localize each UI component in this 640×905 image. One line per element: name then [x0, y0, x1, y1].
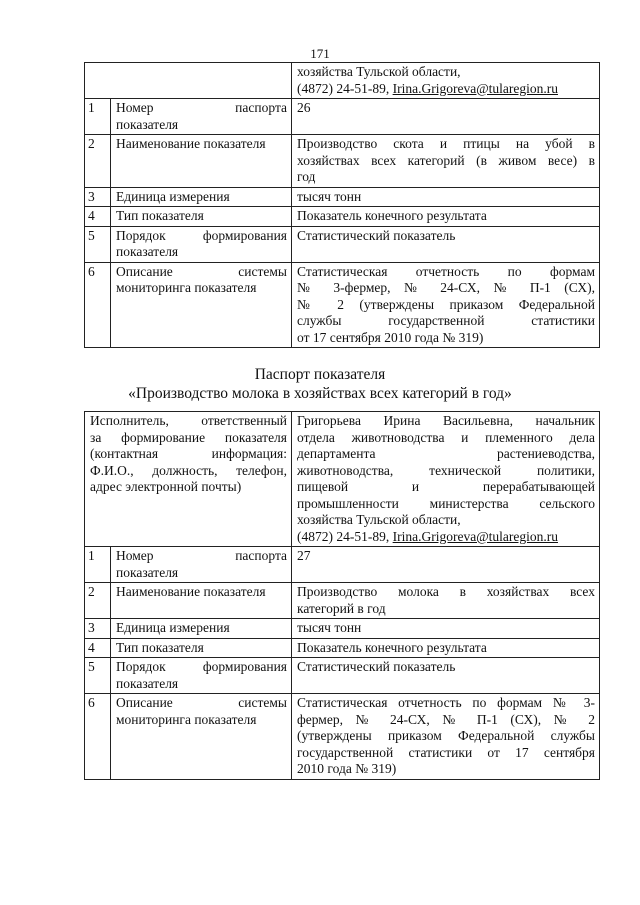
label-line: показателя [116, 564, 179, 580]
contact-line: животноводства, технической политики, [297, 462, 595, 478]
row-label [111, 262, 292, 348]
value-line: год [297, 169, 316, 184]
row-number: 3 [85, 619, 111, 639]
value-line: 26 [297, 100, 311, 115]
row-label [111, 187, 292, 207]
row-label [111, 99, 292, 135]
row-number: 4 [85, 207, 111, 227]
contact-line: хозяйства Тульской области, [297, 64, 461, 79]
label-line: Ф.И.О., должность, телефон, [90, 462, 288, 478]
label-line: мониторинга показателя [116, 280, 257, 295]
row-value [292, 207, 600, 227]
table-row [85, 262, 600, 348]
value-line: тысяч тонн [297, 620, 362, 635]
label-line: Наименование показателя [116, 136, 266, 151]
label-line: Описание системы [116, 263, 287, 279]
row-label [111, 619, 292, 639]
row-number: 2 [85, 583, 111, 619]
contact-email-link[interactable]: Irina.Grigoreva@tularegion.ru [392, 528, 558, 544]
row-value [292, 658, 600, 694]
row-value [292, 547, 600, 583]
row-number: 3 [85, 187, 111, 207]
label-line: Номер паспорта [116, 100, 287, 115]
table-row [85, 547, 600, 583]
contact-line: департамента растениеводства, [297, 446, 595, 461]
label-line: показателя [116, 244, 179, 259]
row-label [111, 658, 292, 694]
row-value [292, 226, 600, 262]
row-number: 6 [85, 694, 111, 780]
indicator-passport-table-26 [84, 62, 600, 348]
value-line: категорий в год [297, 600, 386, 616]
value-line: фермер, № 24-СХ, № П-1 (СХ), № 2 [297, 711, 595, 727]
executor-contact-cell [292, 412, 600, 547]
row-number: 1 [85, 547, 111, 583]
table-row [85, 583, 600, 619]
table-row [85, 135, 600, 188]
table-row [85, 207, 600, 227]
row-value [292, 583, 600, 619]
contact-line: отдела животноводства и племенного дела [297, 429, 595, 445]
table-row [85, 187, 600, 207]
value-line: тысяч тонн [297, 188, 362, 204]
row-value [292, 262, 600, 348]
contact-email-link[interactable]: Irina.Grigoreva@tularegion.ru [392, 80, 558, 96]
label-line: Порядок формирования [116, 659, 288, 674]
value-line: службы государственной статистики [297, 313, 595, 328]
row-label [111, 694, 292, 780]
value-line: Статистический показатель [297, 227, 456, 243]
value-line: Статистическая отчетность по формам [297, 263, 595, 279]
executor-contact-cell [292, 63, 600, 99]
contact-phone: (4872) 24-51-89, [297, 528, 393, 544]
value-line: Статистическая отчетность по формам № 3- [297, 695, 595, 710]
page-number: 171 [310, 46, 330, 61]
row-number: 5 [85, 226, 111, 262]
contact-phone: (4872) 24-51-89, [297, 80, 393, 96]
contact-line: промышленности министерства сельского [297, 495, 595, 511]
value-line: Производство молока в хозяйствах всех [297, 584, 595, 599]
executor-label-cell [85, 63, 292, 99]
value-line: Статистический показатель [297, 659, 456, 674]
row-label [111, 583, 292, 619]
row-number: 5 [85, 658, 111, 694]
value-line: (утверждены приказом Федеральной службы [297, 728, 595, 743]
value-line: № 2 (утверждены приказом Федеральной [297, 296, 595, 312]
row-number: 1 [85, 99, 111, 135]
label-line: Описание системы [116, 695, 288, 710]
label-line: Порядок формирования [116, 227, 287, 243]
row-value [292, 638, 600, 658]
row-label [111, 226, 292, 262]
table-row [85, 638, 600, 658]
executor-label-cell [85, 412, 292, 547]
row-value [292, 187, 600, 207]
value-line: Показатель конечного результата [297, 208, 487, 223]
table-row [85, 412, 600, 547]
value-line: государственной статистики от 17 сентября [297, 744, 595, 760]
row-label [111, 547, 292, 583]
label-line: адрес электронной почты) [90, 479, 242, 494]
label-line: Тип показателя [116, 639, 204, 655]
value-line: 2010 года № 319) [297, 761, 397, 776]
label-line: показателя [116, 675, 179, 691]
row-value [292, 135, 600, 188]
label-line: за формирование показателя [90, 429, 288, 445]
contact-line: Григорьева Ирина Васильевна, начальник [297, 413, 595, 428]
value-line: Производство скота и птицы на убой в [297, 136, 595, 151]
value-line: хозяйствах всех категорий (в живом весе) в [297, 152, 595, 168]
table-row [85, 226, 600, 262]
contact-line: пищевой и перерабатывающей [297, 479, 595, 494]
row-value [292, 619, 600, 639]
value-line: 27 [297, 548, 311, 563]
label-line: Номер паспорта [116, 548, 288, 563]
label-line: Исполнитель, ответственный [90, 413, 288, 428]
row-label [111, 135, 292, 188]
label-line: Тип показателя [116, 208, 204, 223]
label-line: Единица измерения [116, 188, 230, 204]
section-subheading: «Производство молока в хозяйствах всех категорий в год» [128, 385, 512, 402]
label-line: Единица измерения [116, 620, 230, 635]
row-value [292, 694, 600, 780]
section-heading: Паспорт показателя [254, 366, 386, 383]
row-value [292, 99, 600, 135]
table-row [85, 99, 600, 135]
indicator-passport-table-27 [84, 411, 600, 780]
contact-line [297, 81, 595, 98]
table-row [85, 63, 600, 99]
label-line: (контактная информация: [90, 446, 288, 461]
value-line: № 3-фермер, № 24-СХ, № П-1 (СХ), [297, 280, 595, 295]
label-line: мониторинга показателя [116, 711, 257, 727]
row-label [111, 638, 292, 658]
label-line: показателя [116, 116, 179, 132]
table-row [85, 619, 600, 639]
value-line: от 17 сентября 2010 года № 319) [297, 329, 484, 345]
row-number: 4 [85, 638, 111, 658]
table-row [85, 658, 600, 694]
row-label [111, 207, 292, 227]
row-number: 2 [85, 135, 111, 188]
row-number: 6 [85, 262, 111, 348]
table-row [85, 694, 600, 780]
value-line: Показатель конечного результата [297, 639, 487, 655]
label-line: Наименование показателя [116, 584, 266, 599]
contact-line [297, 529, 595, 546]
contact-line: хозяйства Тульской области, [297, 512, 461, 527]
